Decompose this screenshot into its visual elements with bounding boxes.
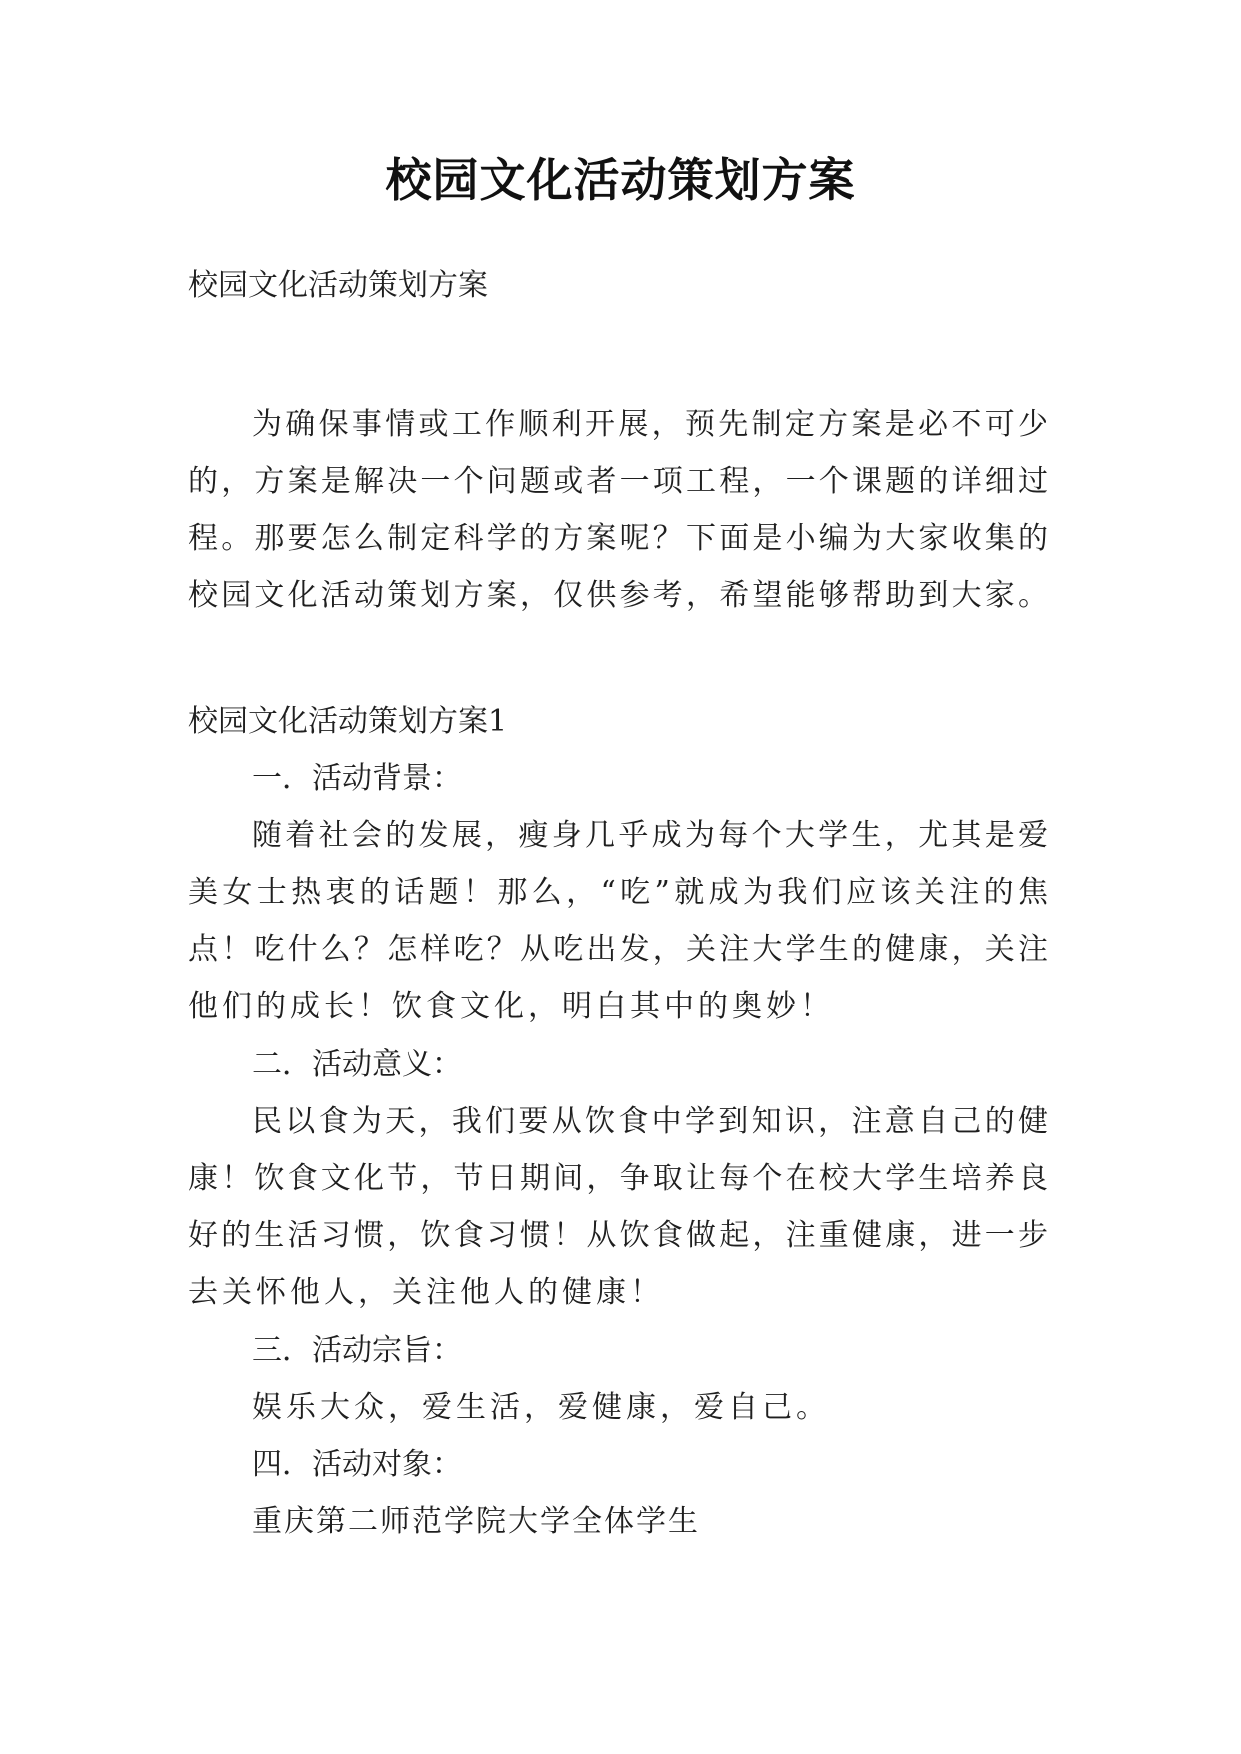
purpose-heading: 三．活动宗旨：: [252, 1333, 462, 1368]
purpose-body: 娱乐大众，爱生活，爱健康，爱自己。: [252, 1390, 830, 1425]
meaning-line-3: 好的生活习惯，饮食习惯！从饮食做起，注重健康，进一步: [188, 1218, 1048, 1253]
document-subtitle: 校园文化活动策划方案: [188, 268, 488, 303]
meaning-heading: 二．活动意义：: [252, 1047, 462, 1082]
background-line-3: 点！吃什么？怎样吃？从吃出发，关注大学生的健康，关注: [188, 932, 1048, 967]
meaning-line-4: 去关怀他人，关注他人的健康！: [188, 1275, 664, 1310]
intro-line-2: 的，方案是解决一个问题或者一项工程，一个课题的详细过: [188, 464, 1048, 499]
background-line-2: 美女士热衷的话题！那么，“吃”就成为我们应该关注的焦: [188, 875, 1048, 910]
target-body: 重庆第二师范学院大学全体学生: [252, 1504, 700, 1539]
target-heading: 四．活动对象：: [252, 1447, 462, 1482]
section-title: 校园文化活动策划方案1: [188, 704, 508, 739]
intro-line-4: 校园文化活动策划方案，仅供参考，希望能够帮助到大家。: [188, 578, 1048, 613]
background-heading: 一．活动背景：: [252, 761, 462, 796]
meaning-line-2: 康！饮食文化节，节日期间，争取让每个在校大学生培养良: [188, 1161, 1048, 1196]
meaning-line-1: 民以食为天，我们要从饮食中学到知识，注意自己的健: [252, 1104, 1048, 1139]
background-line-4: 他们的成长！饮食文化，明白其中的奥妙！: [188, 989, 834, 1024]
background-line-1: 随着社会的发展，瘦身几乎成为每个大学生，尤其是爱: [252, 818, 1048, 853]
document-title: 校园文化活动策划方案: [385, 153, 856, 207]
intro-line-3: 程。那要怎么制定科学的方案呢？下面是小编为大家收集的: [188, 521, 1048, 556]
intro-line-1: 为确保事情或工作顺利开展，预先制定方案是必不可少: [252, 407, 1048, 442]
